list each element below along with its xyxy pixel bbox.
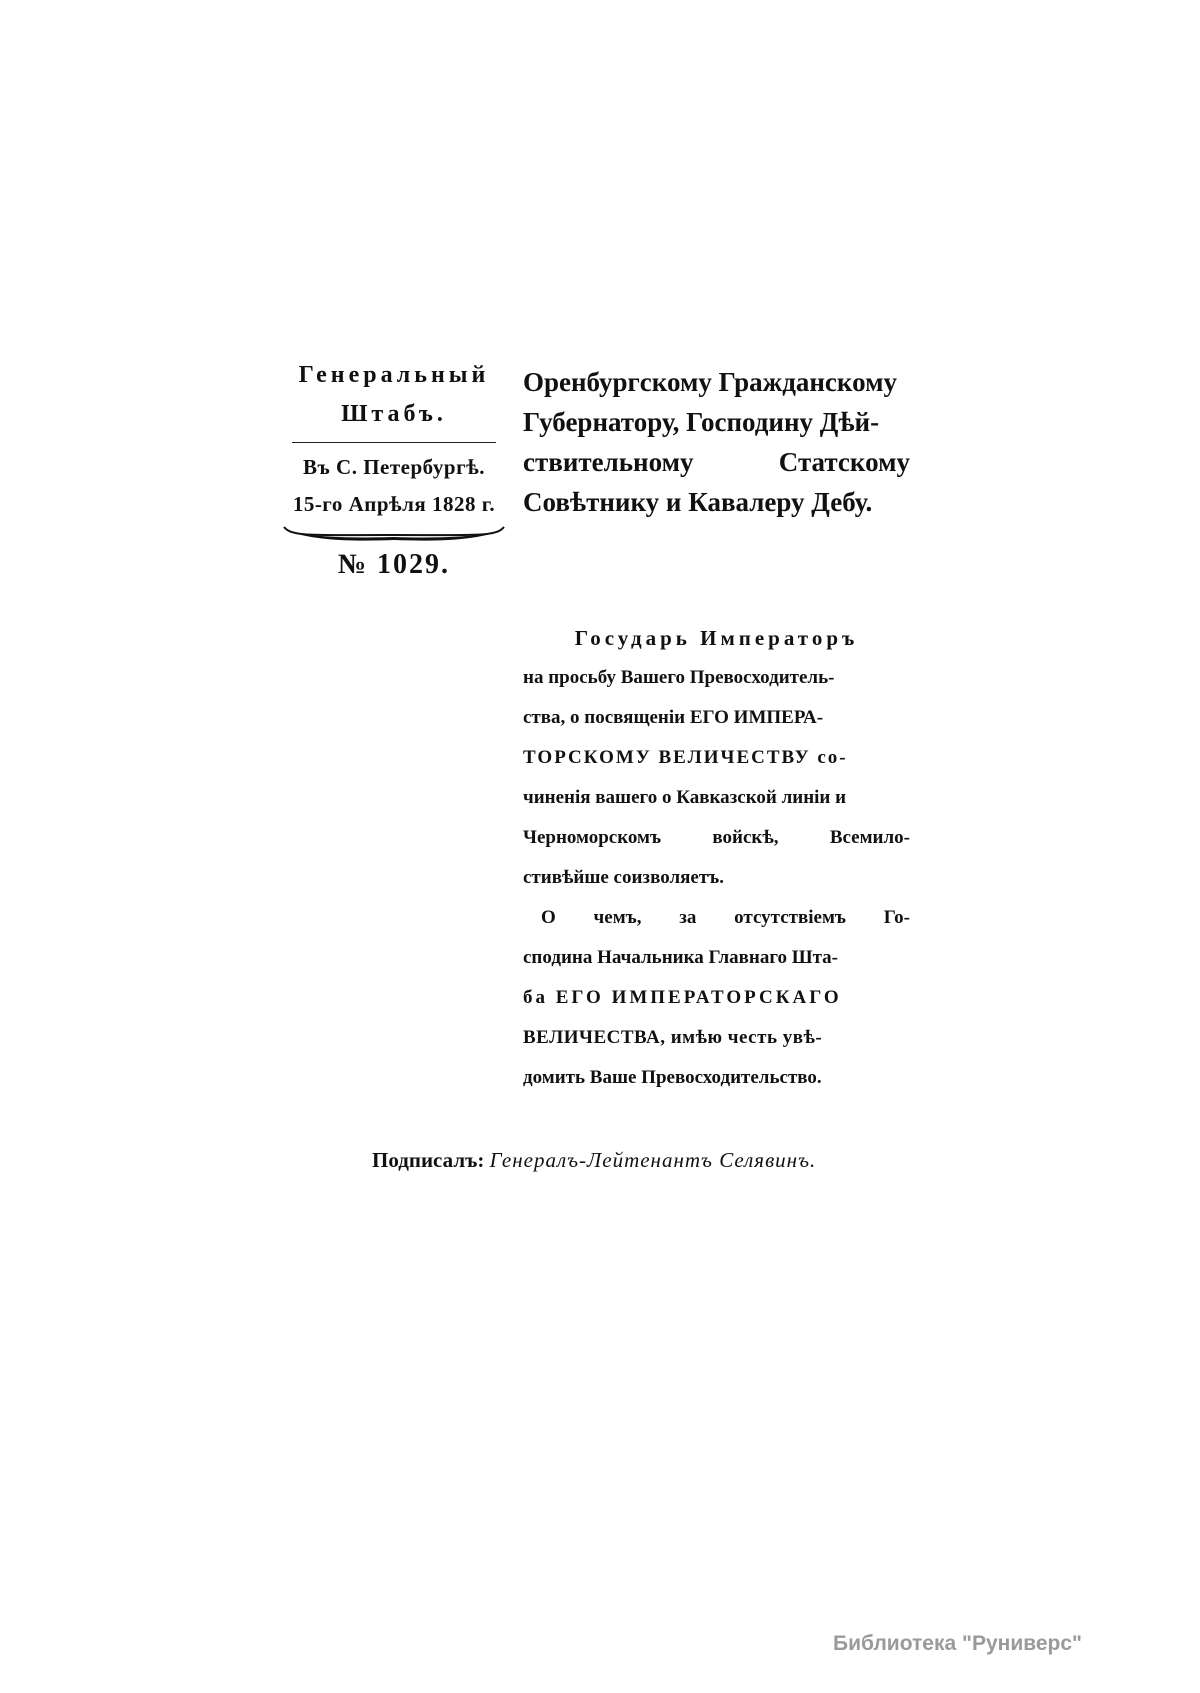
addressee-line: ствительному Статскому	[523, 447, 910, 477]
body-line: Государь Императоръ	[574, 626, 859, 650]
signature-line	[372, 1148, 892, 1173]
body-line: домить Ваше Превосходительство.	[523, 1067, 822, 1088]
swash-rule-ornament	[282, 523, 506, 543]
letter-body	[523, 618, 910, 1098]
body-line: ВЕЛИЧЕСТВА, имѣю честь увѣ-	[523, 1027, 823, 1048]
body-line: стивѣйше соизволяетъ.	[523, 867, 724, 888]
body-line: чиненія вашего о Кавказской линіи и	[523, 787, 847, 808]
place-line: Въ С. Петербургѣ.	[303, 455, 485, 479]
body-line: Черноморскомъ войскѣ, Всемило-	[523, 827, 910, 848]
addressee-line: Губернатору, Господину Дѣй-	[523, 407, 880, 437]
header-divider	[292, 442, 496, 443]
addressee-line: Оренбургскому Гражданскому	[523, 367, 897, 397]
addressee-line: Совѣтнику и Кавалеру Дебу.	[523, 487, 873, 517]
date-line: 15-го Апрѣля 1828 г.	[292, 492, 496, 516]
body-line: ба ЕГО ИМПЕРАТОРСКАГО	[523, 987, 842, 1008]
header-block	[280, 362, 508, 581]
body-line: О чемъ, за отсутствіемъ Го-	[541, 907, 910, 928]
library-watermark: Библиотека "Руниверс"	[833, 1632, 1083, 1655]
addressee-block	[523, 362, 910, 522]
department-title: Генеральный	[298, 362, 490, 388]
body-line: ТОРСКОМУ ВЕЛИЧЕСТВУ со-	[523, 747, 848, 768]
body-line: сподина Начальника Главнаго Шта-	[523, 947, 838, 968]
staff-title: Штабъ.	[341, 401, 447, 427]
signature-name: Генералъ-Лейтенантъ Селявинъ.	[489, 1148, 817, 1172]
body-line: на просьбу Вашего Превосходитель-	[523, 667, 835, 688]
signature-label: Подписалъ:	[372, 1148, 485, 1172]
body-line: ства, о посвященіи ЕГО ИМПЕРА-	[523, 707, 824, 728]
document-number: № 1029.	[337, 549, 451, 580]
